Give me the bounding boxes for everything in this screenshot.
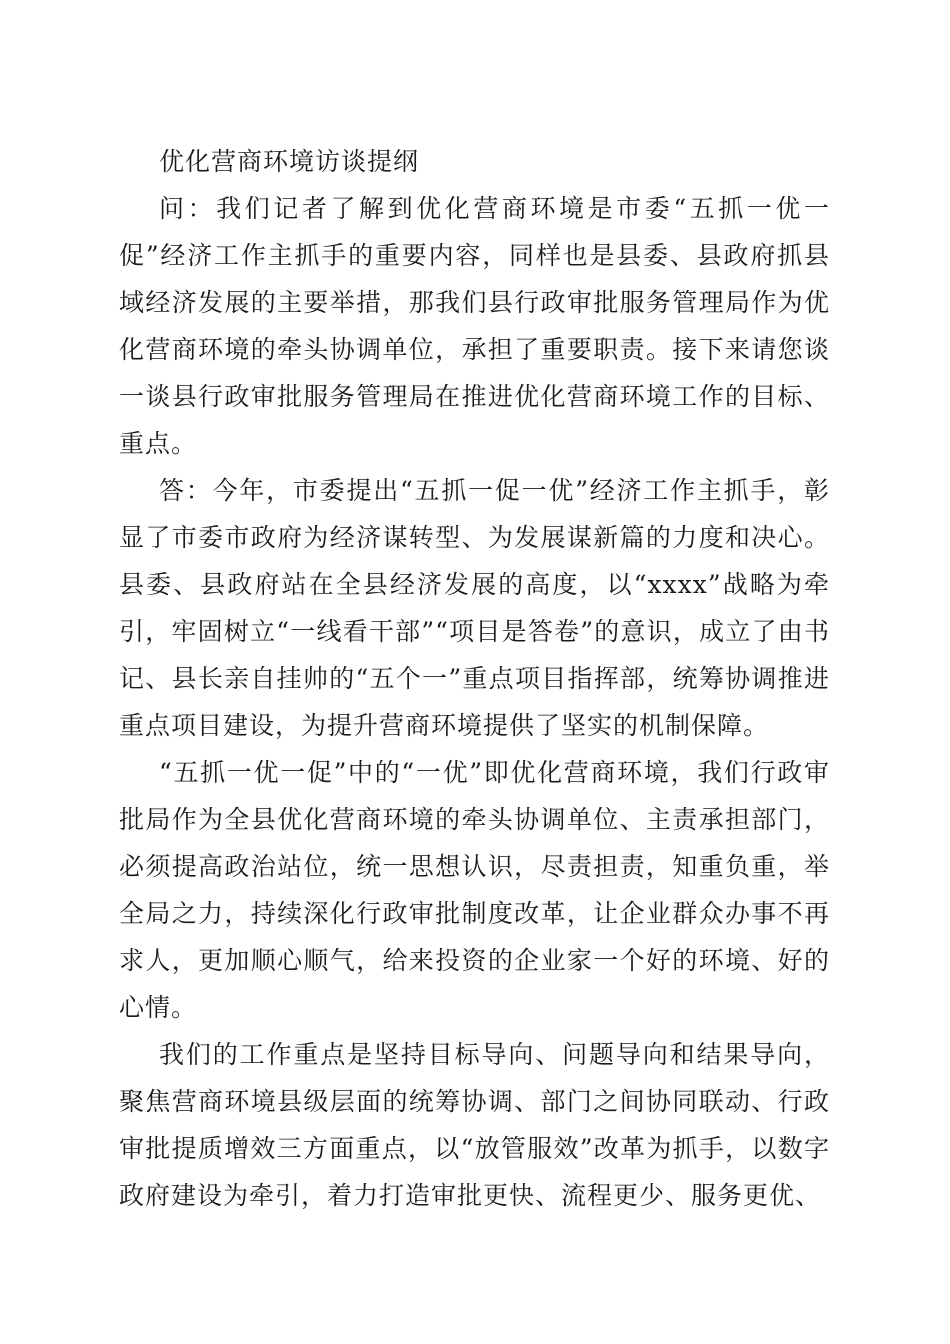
question-paragraph: 问：我们记者了解到优化营商环境是市委“五抓一优一促”经济工作主抓手的重要内容，同样也是县委、县政府抓县域经济发展的主要举措，那我们县行政审批服务管理局作为优化营商环境的牵头协调单位，承担了重要职责。接下来请您谈一谈县行政审批服务管理局在推进优化营商环境工作的目标、重点。 — [119, 194, 830, 458]
answer-paragraph: 答：今年，市委提出“五抓一促一优”经济工作主抓手，彰显了市委市政府为经济谋转型、为发展谋新篇的力度和决心。县委、县政府站在全县经济发展的高度，以“xxxx”战略为牵引，牢固树立“一线看干部”“项目是答卷”的意识，成立了由书记、县长亲自挂帅的“五个一”重点项目指挥部，统筹协调推进重点项目建设，为提升营商环境提供了坚实的机制保障。 — [119, 476, 830, 740]
document-title: 优化营商环境访谈提纲 — [159, 147, 420, 176]
document-body — [119, 138, 830, 1219]
body-paragraph: “五抓一优一促”中的“一优”即优化营商环境，我们行政审批局作为全县优化营商环境的牵头协调单位、主责承担部门，必须提高政治站位，统一思想认识，尽责担责，知重负重，举全局之力，持续深化行政审批制度改革，让企业群众办事不再求人，更加顺心顺气，给来投资的企业家一个好的环境、好的心情。 — [119, 758, 830, 1022]
body-paragraph: 我们的工作重点是坚持目标导向、问题导向和结果导向，聚焦营商环境县级层面的统筹协调、部门之间协同联动、行政审批提质增效三方面重点，以“放管服效”改革为抓手，以数字政府建设为牵引，着力打造审批更快、流程更少、服务更优、 — [119, 1040, 830, 1210]
